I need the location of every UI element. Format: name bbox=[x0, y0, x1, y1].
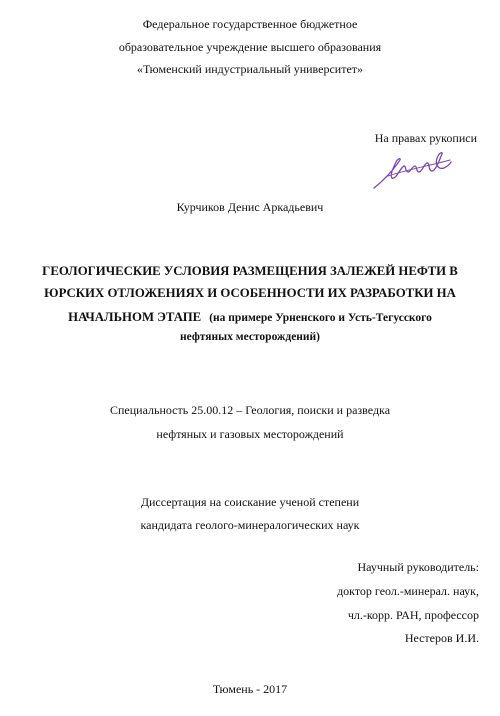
supervisor-degree: доктор геол.-минерал. наук, bbox=[337, 584, 479, 598]
signature-image bbox=[370, 150, 452, 192]
rights-note: На правах рукописи bbox=[374, 131, 477, 145]
specialty-line-1: Специальность 25.00.12 – Геология, поиски и разведка bbox=[109, 403, 391, 417]
title-line-1: ГЕОЛОГИЧЕСКИЕ УСЛОВИЯ РАЗМЕЩЕНИЯ ЗАЛЕЖЕЙ НЕФТИ В bbox=[42, 264, 458, 278]
supervisor-rank: чл.-корр. РАН, профессор bbox=[347, 608, 479, 622]
specialty-line-2: нефтяных и газовых месторождений bbox=[156, 427, 344, 441]
institution-line-3: «Тюменский индустриальный университет» bbox=[136, 62, 364, 76]
supervisor-label: Научный руководитель: bbox=[357, 560, 479, 574]
title-line-2: ЮРСКИХ ОТЛОЖЕНИЯХ И ОСОБЕННОСТИ ИХ РАЗРАБОТКИ НА bbox=[44, 286, 456, 300]
title-main-end: НАЧАЛЬНОМ ЭТАПЕ bbox=[68, 310, 202, 324]
dissertation-line-1: Диссертация на соискание ученой степени bbox=[140, 495, 360, 509]
supervisor-name: Нестеров И.И. bbox=[404, 631, 479, 645]
institution-line-2: образовательное учреждение высшего образования bbox=[118, 40, 382, 54]
title-subtitle-start: (на примере Урненского и Усть-Тегусского bbox=[209, 312, 432, 324]
institution-line-1: Федеральное государственное бюджетное bbox=[142, 17, 358, 31]
title-line-3 bbox=[0, 309, 500, 325]
title-subtitle-end: нефтяных месторождений) bbox=[179, 331, 321, 343]
city-year: Тюмень - 2017 bbox=[212, 682, 288, 696]
signature-stroke bbox=[374, 153, 451, 188]
author-name: Курчиков Денис Аркадьевич bbox=[176, 200, 324, 214]
dissertation-line-2: кандидата геолого-минералогических наук bbox=[140, 518, 360, 532]
